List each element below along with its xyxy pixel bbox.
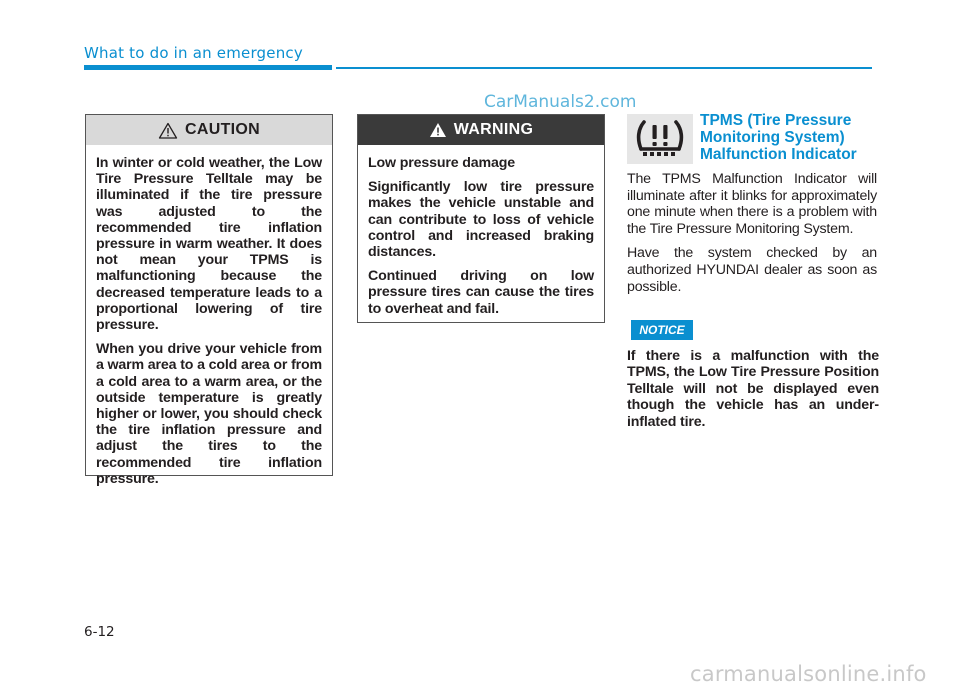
caution-header [86,115,332,145]
warning-paragraph: Continued driving on low pressure tires can cause the tires to overheat and fail. [368,268,594,317]
watermark-top[interactable]: CarManuals2.com [484,92,637,112]
tpms-description [627,171,877,303]
tpms-heading: TPMS (Tire Pressure Monitoring System) Malfunction Indicator [700,112,857,163]
tpms-indicator-panel [627,114,693,164]
warning-header [358,115,604,145]
warning-paragraph: Significantly low tire pressure makes the vehicle unstable and can contribute to loss of vehicle control and increased braking distances. [368,179,594,261]
warning-box [357,114,605,323]
page-number: 6-12 [84,624,115,640]
header-rule-thin [336,67,872,69]
tpms-paragraph: Have the system checked by an authorized HYUNDAI dealer as soon as possible. [627,245,877,295]
header-rule-thick [84,65,332,70]
tpms-malfunction-indicator-icon [632,116,688,162]
caution-box [85,114,333,487]
notice-text: If there is a malfunction with the TPMS, the Low Tire Pressure Position Telltale will not be displayed even though the vehicle has an under-inflated tire. [627,348,879,430]
watermark-bottom[interactable]: carmanualsonline.info [690,662,927,686]
warning-title: WARNING [453,121,534,138]
notice-badge: NOTICE [631,320,693,340]
warning-triangle-outline-icon [158,122,178,139]
caution-body [86,145,332,487]
warning-triangle-filled-icon [429,122,447,138]
section-title: What to do in an emergency [84,44,303,62]
warning-paragraph: Low pressure damage [368,155,515,171]
caution-paragraph: When you drive your vehicle from a warm area to a cold area or from a cold area to a warm area, or the outside temperature is greatly higher or lower, you should check the tire inflation pressure and adjust the tires to the recommended tire inflation pressure. [96,341,322,487]
warning-body [358,145,604,317]
tpms-paragraph: The TPMS Malfunction Indicator will illuminate after it blinks for approximately one minute when there is a problem with the Tire Pressure Monitoring System. [627,171,877,237]
caution-paragraph: In winter or cold weather, the Low Tire Pressure Telltale may be illuminated if the tire pressure was adjusted to the recommended tire inflation pressure in warm weather. It does not mean your TPMS is malfunctioning because the decreased temperature leads to a proportional lowering of tire pressure. [96,155,322,334]
caution-title: CAUTION [185,121,260,138]
